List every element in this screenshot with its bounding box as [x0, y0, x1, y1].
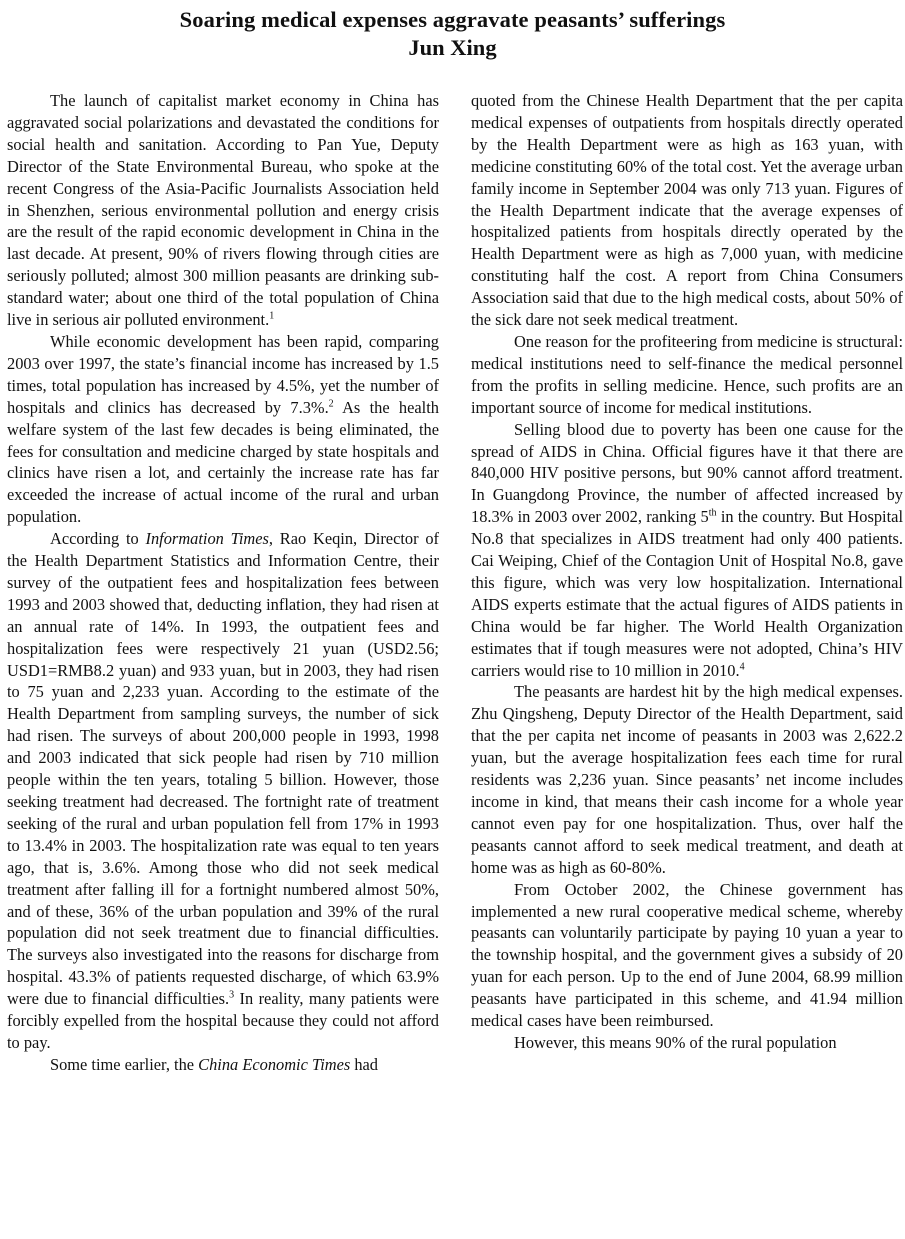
article-author: Jun Xing	[408, 35, 497, 60]
paragraph: While economic development has been rapid, comparing 2003 over 1997, the state’s financial income has increased by 1.5 times, total population has increased by 4.5%, yet the number of hospitals and clinics has decreased by 7.3%.$^2$ As the health welfare system of the last few decades is being eliminated, the fees for consultation and medicine charged by state hospitals and clinics have risen a lot, and certainly the increase rate has far exceeded the increase of actual income of the rural and urban population.	[7, 331, 439, 527]
footnote-marker: 3	[229, 989, 235, 1001]
publication-name: China Economic Times	[198, 1054, 351, 1074]
paragraph: Some time earlier, the China Economic Times had	[50, 1054, 378, 1074]
paragraph: The launch of capitalist market economy in China has aggravated social polarizations and devastated the conditions for social health and sanitation. According to Pan Yue, Deputy Director of the State Environmental Bureau, who spoke at the recent Congress of the Asia-Pacific Journalists Association held in Shenzhen, serious environmental pollution and energy crisis are the result of the rapid economic development in China in the last decade. At present, 90% of rivers flowing through cities are seriously polluted; almost 300 million peasants are drinking sub-standard water; about one third of the total population of China live in serious air polluted environment.$^1$	[7, 91, 439, 330]
paragraph: From October 2002, the Chinese government has implemented a new rural cooperative medical scheme, whereby peasants can voluntarily participate by paying 10 yuan a year to the township hospital, and the government gives a subsidy of 20 yuan for each person. Up to the end of June 2004, 68.99 million peasants have participated in this scheme, and 41.94 million medical cases have been reimbursed.	[471, 879, 903, 1031]
paragraph: According to Information Times, Rao Keqin, Director of the Health Department Statistics and Information Centre, their survey of the outpatient fees and hospitalization fees between 1993 and 2003 showed that, deducting inflation, they had risen at an annual rate of 14%. In 1993, the outpatient fees and hospitalization fees were respectively 21 yuan (USD2.56; USD1=RMB8.2 yuan) and 933 yuan, but in 2003, they had risen to 75 yuan and 2,233 yuan. According to the estimate of the Health Department from sampling surveys, the number of sick had risen. The surveys of about 200,000 people in 1993, 1998 and 2003 indicated that sick people had risen by 710 million people within the ten years, totaling 5 billion. However, those seeking treatment had decreased. The fortnight rate of treatment seeking of the rural and urban population fell from 17% in 1993 to 13.4% in 2003. The hospitalization rate was equal to ten years ago, that is, 3.6%. Among those who did not seek medical treatment after falling ill for a fortnight numbered almost 50%, and of these, 36% of the urban population and 39% of the rural population did not seek treatment due to financial difficulties. The surveys also investigated into the reasons for discharge from hospital. 43.3% of patients requested discharge, of which 63.9% were due to financial difficulties.$^3$ In reality, many patients were forcibly expelled from the hospital because they could not afford to pay.	[7, 529, 440, 1052]
ordinal-suffix: th	[708, 507, 717, 519]
article-title: Soaring medical expenses aggravate peasants’ sufferings	[179, 7, 726, 32]
paragraph: quoted from the Chinese Health Department that the per capita medical expenses of outpatients from hospitals directly operated by the Health Department were as high as 163 yuan, with medicine constituting 60% of the total cost. Yet the average urban family income in September 2004 was only 713 yuan. Figures of the Health Department indicate that the average expenses of hospitalized patients from hospitals directly operated by the Health Department were as high as 7,000 yuan, with medicine constituting half the cost. A report from China Consumers Association said that due to the high medical costs, about 50% of the sick dare not seek medical treatment.	[471, 91, 903, 330]
publication-name: Information Times	[145, 529, 269, 549]
article-header	[0, 6, 905, 62]
left-column	[7, 90, 439, 1076]
footnote-marker: 2	[328, 398, 334, 410]
paragraph: The peasants are hardest hit by the high medical expenses. Zhu Qingsheng, Deputy Director of the Health Department, said that the per capita net income of peasants in 2003 was 2,622.2 yuan, but the average hospitalization fees each time for rural residents was 2,236 yuan. Since peasants’ net income includes income in kind, that means their cash income for a whole year cannot even pay for one hospitalization. Thus, over half the peasants cannot afford to seek medical treatment, and death at home was as high as 60-80%.	[471, 682, 903, 877]
paragraph: However, this means 90% of the rural population	[514, 1032, 837, 1052]
right-column	[471, 90, 903, 1054]
paragraph: Selling blood due to poverty has been one cause for the spread of AIDS in China. Official figures have it that there are 840,000 HIV positive persons, but 90% cannot afford treatment. In Guangdong Province, the number of affected increased by 18.3% in 2003 over 2002, ranking 5th in the country. But Hospital No.8 that specializes in AIDS treatment had only 400 patients. Cai Weiping, Chief of the Contagion Unit of Hospital No.8, gave this figure, which was very low hospitalization. International AIDS experts estimate that the actual figures of AIDS patients in China would be far higher. The World Health Organization estimates that if tough measures were not adopted, China’s HIV carriers would rise to 10 million in 2010.$^4$	[471, 419, 903, 680]
footnote-marker: 4	[739, 661, 745, 673]
paragraph: One reason for the profiteering from medicine is structural: medical institutions need to self-finance the medical personnel from the profits in selling medicine. Hence, such profits are an important source of income for medical institutions.	[471, 331, 903, 417]
footnote-marker: 1	[269, 310, 275, 322]
